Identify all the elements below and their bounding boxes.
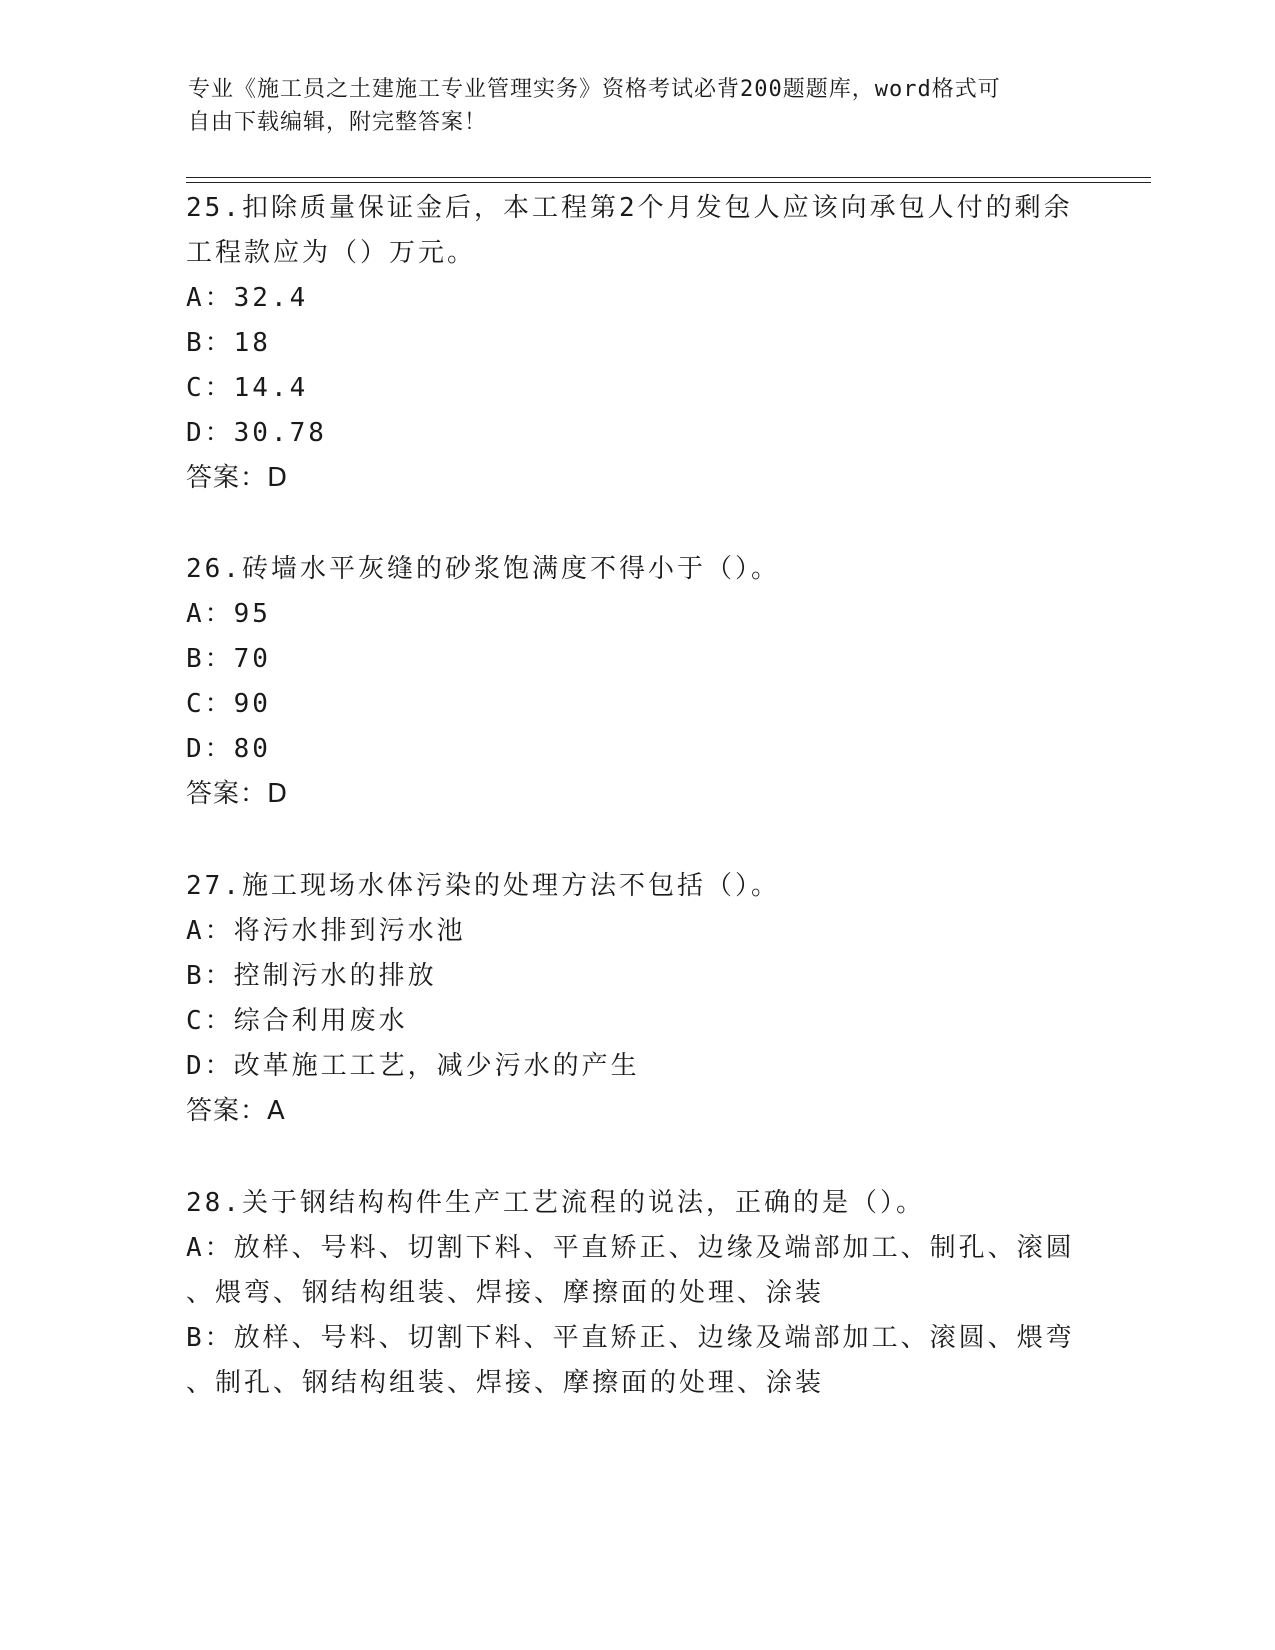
option-b: B：70 bbox=[186, 644, 271, 674]
option-a: A：95 bbox=[186, 599, 271, 629]
header-divider-top bbox=[186, 177, 1151, 178]
option-a: A：放样、号料、切割下料、平直矫正、边缘及端部加工、制孔、滚圆 bbox=[186, 1233, 1075, 1263]
answer: 答案：D bbox=[186, 779, 289, 809]
header-line-2: 自由下载编辑，附完整答案！ bbox=[188, 110, 488, 135]
option-a-continued: 、煨弯、钢结构组装、焊接、摩擦面的处理、涂装 bbox=[186, 1278, 825, 1308]
question-26 bbox=[186, 547, 780, 817]
option-a: A：将污水排到污水池 bbox=[186, 916, 466, 946]
option-d: D：80 bbox=[186, 734, 271, 764]
option-b: B：放样、号料、切割下料、平直矫正、边缘及端部加工、滚圆、煨弯 bbox=[186, 1323, 1075, 1353]
document-header bbox=[188, 73, 1068, 139]
question-stem: 工程款应为（）万元。 bbox=[186, 238, 477, 268]
header-divider-bottom bbox=[186, 182, 1151, 183]
option-d: D：改革施工工艺，减少污水的产生 bbox=[186, 1051, 640, 1081]
question-stem: 28.关于钢结构构件生产工艺流程的说法，正确的是（）。 bbox=[186, 1188, 925, 1218]
option-c: C：14.4 bbox=[186, 373, 309, 403]
question-27 bbox=[186, 864, 780, 1134]
option-b: B：控制污水的排放 bbox=[186, 961, 437, 991]
question-stem: 25.扣除质量保证金后，本工程第2个月发包人应该向承包人付的剩余 bbox=[186, 193, 1073, 223]
option-d: D：30.78 bbox=[186, 418, 327, 448]
option-c: C：综合利用废水 bbox=[186, 1006, 408, 1036]
question-stem: 27.施工现场水体污染的处理方法不包括（）。 bbox=[186, 871, 780, 901]
option-b-continued: 、制孔、钢结构组装、焊接、摩擦面的处理、涂装 bbox=[186, 1368, 825, 1398]
header-line-1: 专业《施工员之土建施工专业管理实务》资格考试必背200题题库，word格式可 bbox=[188, 77, 1001, 102]
option-b: B：18 bbox=[186, 328, 271, 358]
question-28 bbox=[186, 1181, 1075, 1406]
question-stem: 26.砖墙水平灰缝的砂浆饱满度不得小于（）。 bbox=[186, 554, 780, 584]
option-a: A：32.4 bbox=[186, 283, 309, 313]
option-c: C：90 bbox=[186, 689, 271, 719]
answer: 答案：D bbox=[186, 463, 289, 493]
answer: 答案：A bbox=[186, 1096, 286, 1126]
question-25 bbox=[186, 186, 1073, 501]
